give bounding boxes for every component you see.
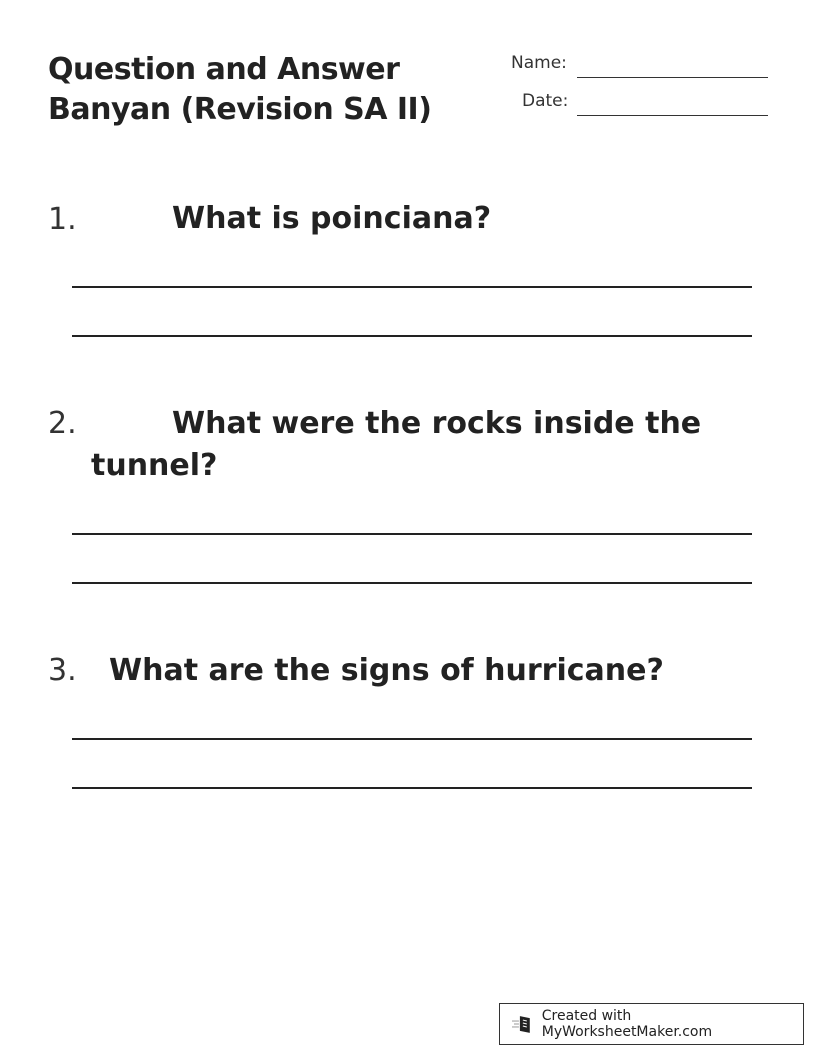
title-line-2: Banyan (Revision SA II) xyxy=(48,92,432,127)
answer-line[interactable] xyxy=(72,738,752,740)
title-line-1: Question and Answer xyxy=(48,52,400,87)
worksheet-title xyxy=(48,50,431,130)
date-field[interactable] xyxy=(577,115,768,116)
question-number: 2. xyxy=(48,406,77,441)
question-number: 3. xyxy=(48,653,77,688)
answer-line[interactable] xyxy=(72,787,752,789)
name-field[interactable] xyxy=(577,77,768,78)
answer-line[interactable] xyxy=(72,335,752,337)
question-text: What were the rocks inside the xyxy=(172,406,702,441)
name-label: Name: xyxy=(511,53,567,73)
footer-badge xyxy=(499,1003,804,1045)
answer-line[interactable] xyxy=(72,286,752,288)
date-label: Date: xyxy=(522,91,569,111)
worksheet-logo-icon xyxy=(512,1014,534,1034)
question-number: 1. xyxy=(48,202,77,237)
question-text: What are the signs of hurricane? xyxy=(109,653,664,688)
footer-text: Created with MyWorksheetMaker.com xyxy=(541,1008,713,1040)
answer-line[interactable] xyxy=(72,533,752,535)
question-text-cont: tunnel? xyxy=(91,448,218,483)
answer-line[interactable] xyxy=(72,582,752,584)
question-text: What is poinciana? xyxy=(172,201,492,236)
